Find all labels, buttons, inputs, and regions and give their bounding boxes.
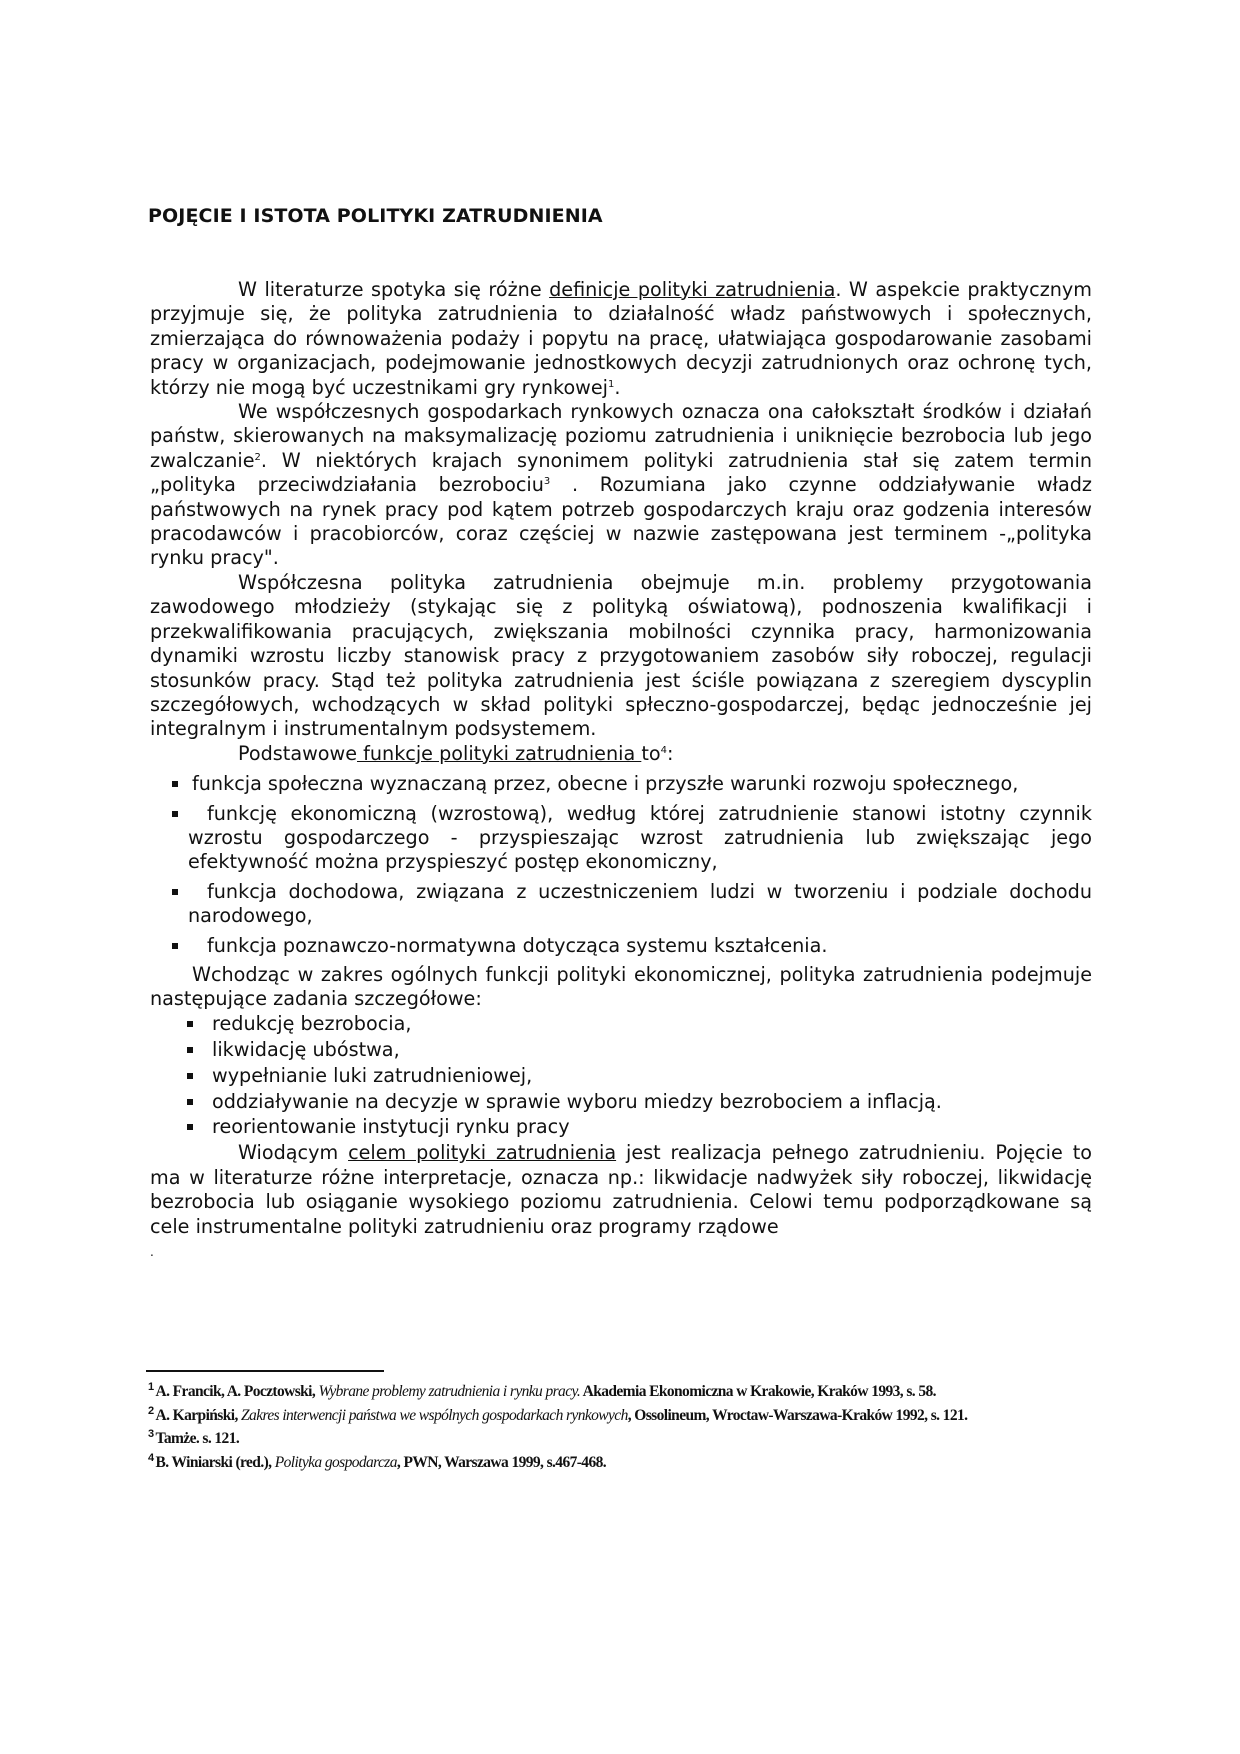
footnote-2 <box>148 1404 1128 1428</box>
bullet-icon <box>172 943 178 949</box>
footnote-author: Tamże. s. 121. <box>155 1430 240 1447</box>
list-item-text: redukcję bezrobocia, <box>212 1011 412 1035</box>
paragraph-stray-period: . <box>150 1244 154 1259</box>
text-run: : <box>666 741 674 765</box>
footnote-ref-1[interactable]: 1 <box>608 378 615 390</box>
footnote-author: B. Winiarski (red.), <box>155 1453 275 1471</box>
text-run: jest realizacja pełnego zatrudnieniu. Pojęcie to ma w literaturze różne interpretacje, oznacza np.: likwidacje nadwyżek siły roboczej, likwidację bezrobocia lub osiąganie wysokiego poziomu zatrudnienia. Celowi temu podporządkowane są cele instrumentalne polityki zatrudnieniu oraz programy rządowe <box>150 1141 1092 1238</box>
text-run: to <box>641 741 661 765</box>
bullet-icon <box>172 781 178 787</box>
list-item <box>172 802 1092 875</box>
list-item <box>212 1090 1092 1114</box>
paragraph-definitions <box>150 278 1092 400</box>
footnote-publisher: Akademia Ekonomiczna w Krakowie, Kraków 1993, s. 58. <box>580 1383 936 1400</box>
list-item-text: likwidację ubóstwa, <box>212 1037 400 1061</box>
text-run: Podstawowe <box>238 741 358 765</box>
document-body <box>150 278 1092 1265</box>
text-run: . <box>614 375 621 399</box>
footnote-number: 4 <box>148 1451 154 1464</box>
footnote-number: 3 <box>148 1428 154 1440</box>
list-item <box>212 1012 1092 1036</box>
bullet-icon <box>187 1099 193 1105</box>
list-item <box>172 934 1092 958</box>
list-item-text: funkcja dochodowa, związana z uczestniczeniem ludzi w tworzeniu i podziale dochodu narodowego, <box>188 879 1092 928</box>
footnote-ref-3[interactable]: 3 <box>543 476 551 488</box>
footnote-number: 2 <box>148 1404 154 1417</box>
footnote-author: A. Francik, A. Pocztowski, <box>155 1383 319 1400</box>
bullet-icon <box>187 1021 193 1027</box>
list-item-text: funkcja społeczna wyznaczaną przez, obecne i przyszłe warunki rozwoju społecznego, <box>192 772 1019 796</box>
list-item <box>212 1064 1092 1088</box>
footnote-4 <box>148 1451 1128 1475</box>
text-run: W literaturze spotyka się różne <box>238 278 550 301</box>
footnotes <box>148 1380 1128 1474</box>
list-item-text: wypełnianie luki zatrudnieniowej, <box>212 1063 533 1087</box>
footnote-title: Zakres interwencji państwa we wspólnych gospodarkach rynkowych <box>241 1406 628 1424</box>
bullet-icon <box>187 1124 193 1130</box>
footnote-title: Polityka gospodarcza <box>274 1453 397 1471</box>
list-item-text: reorientowanie instytucji rynku pracy <box>212 1115 570 1139</box>
bullet-icon <box>172 889 178 895</box>
page-title: POJĘCIE I ISTOTA POLITYKI ZATRUDNIENIA <box>148 205 603 227</box>
list-item <box>212 1038 1092 1062</box>
footnote-title: Wybrane problemy zatrudnienia i rynku pracy. <box>318 1383 581 1400</box>
text-run: . Rozumiana jako czynne oddziaływanie władz państwowych na rynek pracy pod kątem potrzeb gospodarczych kraju oraz godzenia interesów pracodawców i pracobiorców, coraz częściej w nazwie zastępowana jest terminem -„polityka rynku pracy". <box>150 473 1092 570</box>
list-item <box>172 772 1092 796</box>
link-definitions[interactable]: definicje polityki zatrudnienia <box>549 278 836 301</box>
bullet-icon <box>172 811 178 817</box>
tasks-list <box>150 1012 1092 1140</box>
footnote-3 <box>148 1427 1128 1451</box>
link-functions[interactable]: funkcje polityki zatrudnienia <box>357 741 642 765</box>
list-item-text: funkcję ekonomiczną (wzrostową), według której zatrudnienie stanowi istotny czynnik wzrostu gospodarczego - przyspieszając wzrost zatrudnienia lub zwiększając jego efektywność można przyspieszyć postęp ekonomiczny, <box>188 801 1092 874</box>
bullet-icon <box>187 1047 193 1053</box>
footnote-separator <box>146 1370 384 1372</box>
footnote-ref-4[interactable]: 4 <box>660 744 667 756</box>
footnote-1 <box>148 1380 1128 1404</box>
footnote-publisher: , Ossolineum, Wroctaw-Warszawa-Kraków 1992, s. 121. <box>627 1406 968 1424</box>
link-goal[interactable]: celem polityki zatrudnienia <box>348 1141 617 1165</box>
paragraph-tasks-intro: Wchodząc w zakres ogólnych funkcji polityki ekonomicznej, polityka zatrudnienia podejmuje następujące zadania szczegółowe: <box>150 962 1092 1011</box>
paragraph-goal <box>150 1141 1092 1239</box>
list-item <box>172 880 1092 929</box>
bullet-icon <box>187 1073 193 1079</box>
paragraph-basic-functions <box>150 742 1092 766</box>
functions-list <box>150 772 1092 958</box>
footnote-number: 1 <box>148 1381 154 1393</box>
text-run: Wiodącym <box>238 1141 349 1165</box>
list-item <box>212 1115 1092 1139</box>
list-item-text: funkcja poznawczo-normatywna dotycząca systemu kształcenia. <box>207 933 828 957</box>
text-run: We współczesnych gospodarkach rynkowych oznacza ona całokształt środków i działań państw, skierowanych na maksymalizację poziomu zatrudnienia i uniknięcie bezrobocia lub jego zwalczanie <box>150 400 1092 472</box>
footnote-author: A. Karpiński, <box>155 1406 242 1424</box>
text-run: . W niektórych krajach synonimem polityki zatrudnienia stał się zatem termin „polityka przeciwdziałania bezrobociu <box>150 448 1092 497</box>
paragraph-modern-economies <box>150 400 1092 571</box>
list-item-text: oddziaływanie na decyzje w sprawie wyboru miedzy bezrobociem a inflacją. <box>212 1089 942 1113</box>
footnote-publisher: , PWN, Warszawa 1999, s.467-468. <box>396 1453 607 1471</box>
text-run: . W aspekcie praktycznym przyjmuje się, że polityka zatrudnienia to działalność władz państwowych i społecznych, zmierzająca do równoważenia podaży i popytu na pracę, ułatwiająca gospodarowanie zasobami pracy w organizacjach, podejmowanie jednostkowych decyzji zatrudnionych oraz ochronę tych, którzy nie mogą być uczestnikami gry rynkowej <box>150 278 1092 399</box>
footnote-ref-2[interactable]: 2 <box>254 451 261 463</box>
paragraph-contemporary-policy: Współczesna polityka zatrudnienia obejmuje m.in. problemy przygotowania zawodowego młodzieży (stykając się z polityką oświatową), podnoszenia kwalifikacji i przekwalifikowania pracujących, zwiększania mobilności czynnika pracy, harmonizowania dynamiki wzrostu liczby stanowisk pracy z przygotowaniem zasobów siły roboczej, regulacji stosunków pracy. Stąd też polityka zatrudnienia jest ściśle powiązana z szeregiem dyscyplin szczegółowych, wchodzących w skład polityki spłeczno-gospodarczej, będąc jednocześnie jej integralnym i instrumentalnym podsystemem. <box>150 570 1092 741</box>
